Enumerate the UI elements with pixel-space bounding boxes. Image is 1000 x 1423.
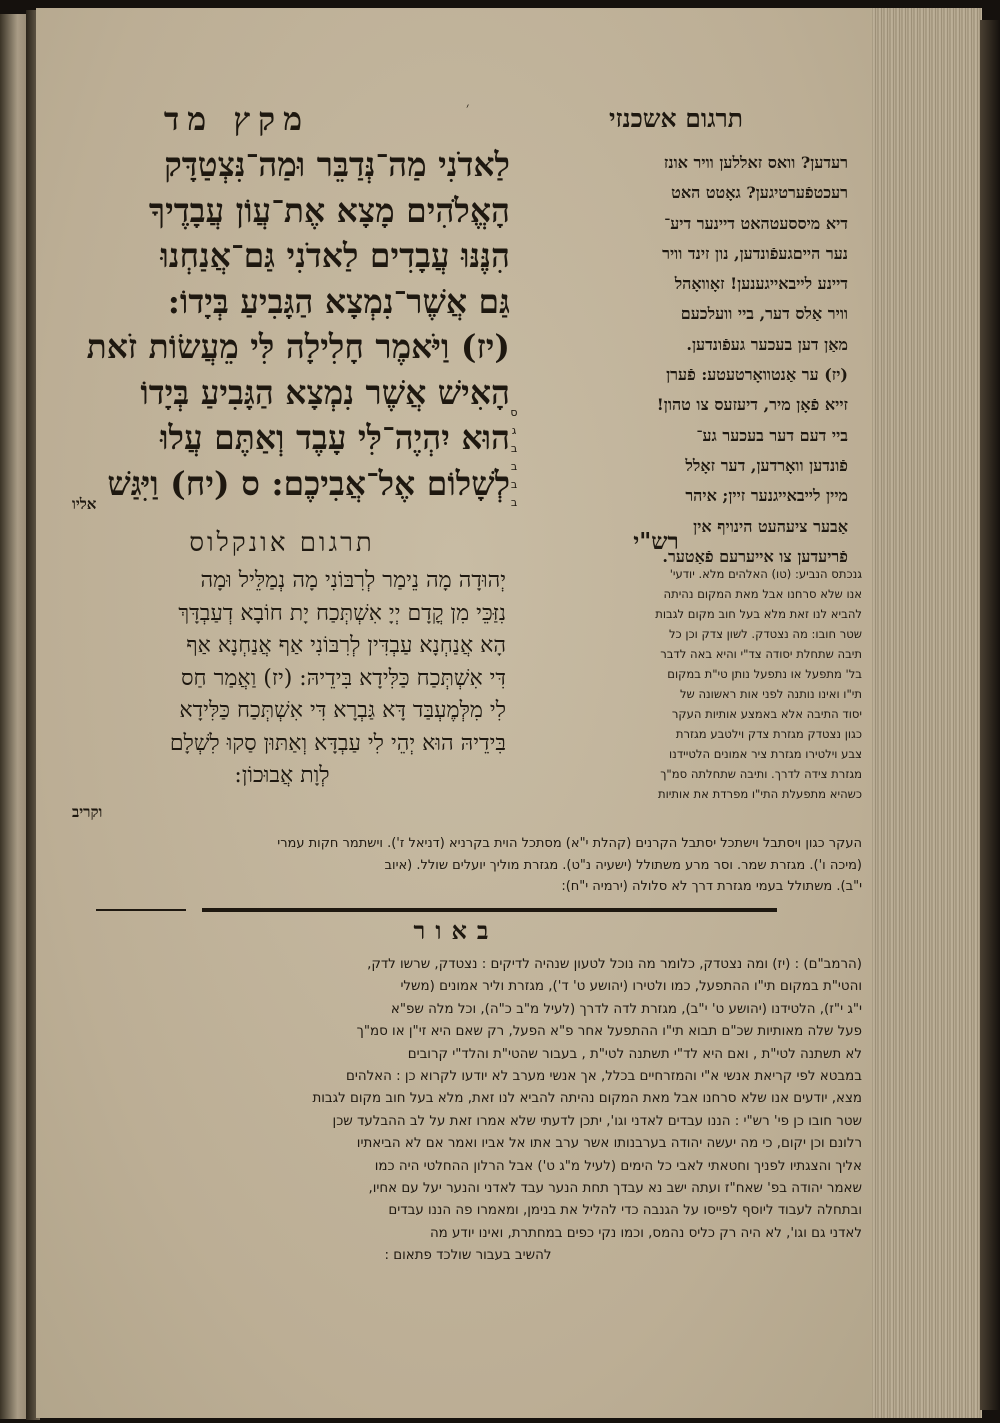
onkelos-line: לְוָת אֲבוּכוֹן: xyxy=(234,763,330,788)
torah-line: לַאדֹנִי מַה־נְּדַבֵּר וּמַה־נִּצְטַדָּק xyxy=(164,145,510,184)
onkelos-line: דִּי אִשְׁתְּכַח כַּלִּידָא בִּידֵיהּ: (יז) וַאֲמַר חַס xyxy=(181,665,506,691)
rashi-line: גנכתס הנביע: (טו) האלהים מלא. יודעי' xyxy=(669,567,862,581)
rashi-title: רש"י xyxy=(633,528,679,555)
book-page xyxy=(36,8,872,1418)
biur-line: מצא, יודעים אנו שלא סרחנו אבל מאת המקום נהיתה להביא לנו זאת, מלא בעל חוב מקום לגבות xyxy=(312,1091,862,1107)
margin-ref: ג xyxy=(511,424,517,437)
yiddish-line: זייא פֿאָן מיר, דיעזעס צו טהון! xyxy=(656,395,848,415)
section-divider-short xyxy=(96,909,186,911)
onkelos-line: לִי מִלְּמֶעְבַּד דָּא גַּבְרָא דִּי אִשְׁתְּכַח כַּלִּידָא xyxy=(179,698,506,723)
yiddish-line: מאַן דען בעכער געפֿונדען. xyxy=(686,334,848,354)
biur-commentary xyxy=(74,954,862,1268)
rashi-line: שטר חובו: מה נצטדק. לשון צדק וכן כל xyxy=(668,627,862,641)
torah-line: לְשָׁלוֹם אֶל־אֲבִיכֶם: ס (יח) וַיִּגַּשׁ xyxy=(107,463,510,503)
catchword-onkelos: וקריב xyxy=(72,803,103,821)
rashi-line: כגון נצטדק מגזרת צדק וילטבע מגזרת xyxy=(675,727,862,741)
onkelos-line: הָא אֲנַחְנָא עַבְדִּין לְרִבּוֹנִי אַף אֲנַחְנָא אַף xyxy=(186,633,506,658)
biur-line: אליך והצגתיו לפניך וחטאתי לאבי כל הימים (לעיל מ"ג ט') אבל הרלון ההחלטי היה כמו xyxy=(374,1158,862,1174)
book-shadow xyxy=(980,20,1000,1410)
running-header-parsha: מקץ מד xyxy=(163,100,311,138)
yiddish-line: אַבער ציעהעט הינויף אין xyxy=(693,516,848,536)
onkelos-line: נִזַּכֵּי מִן קֳדָם יְיָ אִשְׁתְּכַח יָת חוֹבָא דְעַבְדָּךְ xyxy=(178,600,506,626)
margin-ref: ב xyxy=(510,496,518,509)
torah-line: גַּם אֲשֶׁר־נִמְצָא הַגָּבִיעַ בְּיָדוֹ: xyxy=(167,281,510,321)
rashi-line: תיבה שתחלת יסודה צד"י והיא באה לדבר xyxy=(660,647,862,661)
rashi-continuation xyxy=(76,833,862,898)
yiddish-line: דיינע לייבאייגענען! זאָוואָהל xyxy=(674,274,848,294)
biur-line: והטי"ת במקום תי"ו ההתפעל, כמו ולטירו (יהושע ט' ד'), מגזרת וליר אמונים (משלי xyxy=(400,979,862,995)
biur-line: במבטא לפי קריאת אנשי א"י והמזרחיים בכלל, אך אנשי מערב לא יודעו לקרוא כן : האלהים xyxy=(345,1069,862,1085)
yiddish-line: מיין לייבאייגנער זיין; איהר xyxy=(685,486,848,506)
yiddish-line: דיא מיססעטהאט דיינער דיע־ xyxy=(664,213,848,233)
rashi-line: תי"ו ואינו נותנה לפני אות ראשונה של xyxy=(679,687,862,701)
biur-line: שטר חובו כן פי' רש"י : הננו עבדים לאדני וגו', יתכן לדעתי שלא אמרו זאת על לב ההבלעד שכן xyxy=(332,1113,862,1129)
rashi-line: י"ב). משתולל בעמי מגזרת דרך לא סלולה (ירמיה י"ח): xyxy=(561,879,862,894)
rashi-line: העקר כגון ויסתבל וישתכל יסתבל הקרנים (קהלת י"א) מסתכל הוית בקרניא (דניאל ז'). וישתמר חקות עמרי xyxy=(277,836,862,851)
onkelos-line: בִּידֵיהּ הוּא יְהֵי לִי עַבְדָּא וְאַתּוּן סַקוּ לִשְׁלָם xyxy=(169,730,506,756)
header-mark: ׳ xyxy=(466,100,470,116)
biur-line: רלונם וכן יקום, כי מה יעשה יהודה בערבנותו אשר ערב אתו אל אביו ואמר אם לא הביאתיו xyxy=(356,1136,862,1152)
rashi-line: (מיכה ו'). מגזרת שמר. וסר מרע משתולל (ישעיה נ"ט). מגזרת מוליך יועלים שולל. (איוב xyxy=(384,857,862,873)
margin-ref: ב xyxy=(510,478,518,491)
torah-line: הָאֱלֹהִים מָצָא אֶת־עֲוֹן עֲבָדֶיךָ xyxy=(148,190,510,230)
rashi-line: בל' מתפעל או נתפעל נותן טי"ת במקום xyxy=(667,667,862,681)
biur-line: פעל שלה מאותיות שכ"ם תבוא תי"ו ההתפעל אחר פ"א הפעל, רק שאם היא זי"ן או סמ"ך xyxy=(356,1024,862,1040)
yiddish-line: וויר אַלס דער, ביי וועלכעם xyxy=(680,304,848,324)
yiddish-translation xyxy=(524,148,848,572)
section-divider xyxy=(202,908,777,912)
rashi-line: מגזרת צידה לדרך. ותיבה שתחלתה סמ"ך xyxy=(660,767,862,781)
yiddish-line: פֿריעדען צו אייערעם פֿאַטער. xyxy=(662,546,848,566)
running-header-translation: תרגום אשכנזי xyxy=(608,104,744,133)
biur-title: באור xyxy=(413,916,499,945)
torah-line: הוּא יִהְיֶה־לִּי עָבֶד וְאַתֶּם עֲלוּ xyxy=(160,418,510,457)
yiddish-line: רעכטפֿערטיגען? גאָטט האט xyxy=(671,183,848,203)
onkelos-line: יְהוּדָה מָה נֵימַר לְרִבּוֹנִי מָה נְמַלֵּיל וּמָה xyxy=(200,568,506,593)
onkelos-text xyxy=(58,565,506,793)
biur-line: לאדני גם וגו', לא היה רק כליס נהמס, וכמו נקי כפים במחתרת, ואינו יודע מה xyxy=(429,1225,862,1241)
catchword-main: אליו xyxy=(72,495,97,513)
yiddish-line: (יז) ער אַנטוואָרטעטע: פֿערן xyxy=(666,365,848,385)
yiddish-line: ביי דעם דער בעכער גע־ xyxy=(696,425,848,445)
biur-line: ובתחלה לעבוד ליוסף לפייסו על הגנבה כדי להליל את בנימן, ומאמרו פה הננו עבדים xyxy=(388,1203,862,1219)
yiddish-line: נער הייםגעפֿונדען, נון זינד וויר xyxy=(662,243,848,263)
rashi-line: צבע וילטירו מגזרת ציר אמונים הלטיידנו xyxy=(669,747,862,761)
torah-line: (יז) וַיֹּאמֶר חָלִילָה לִּי מֵעֲשׂוֹת זֹאת xyxy=(86,327,510,366)
torah-line: הִנֶּנּוּ עֲבָדִים לַאדֹנִי גַּם־אֲנַחְנוּ xyxy=(160,236,510,275)
yiddish-line: פֿונדען וואָרדען, דער זאָלל xyxy=(685,455,848,475)
torah-line: הָאִישׁ אֲשֶׁר נִמְצָא הַגָּבִיעַ בְּיָדוֹ xyxy=(140,372,510,412)
rashi-line: יסוד התיבה אלא באמצע אותיות העקר xyxy=(671,707,862,721)
biur-line: להשיב בעבור שולכד פתאום : xyxy=(384,1248,552,1264)
biur-line: (הרמב"ם) : (יז) ומה נצטדק, כלומר מה נוכל לטעון שנהיה לדיקים : נצטדק, שרשו לדק, xyxy=(367,957,862,972)
page-stack-edge xyxy=(868,8,982,1418)
biur-line: י"ג י"ז), הלטידנו (יהושע ט' י"ב), מגזרת לדה לדרך (לעיל מ"ב כ"ה), וכל מלה שפ"א xyxy=(390,1001,862,1017)
torah-text xyxy=(58,142,510,506)
margin-ref: ב xyxy=(510,460,518,473)
rashi-line: כשהיא מתפעלת התי"ו מפרדת את אותיות xyxy=(657,787,862,801)
onkelos-title: תרגום אונקלוס xyxy=(189,528,375,558)
biur-line: לא תשתנה לטי"ת , ואם היא לד"י תשתנה לטי"ת , בעבור שהטי"ת והלד"י קרובים xyxy=(407,1046,862,1062)
yiddish-line: רעדען? וואס זאללען וויר אונז xyxy=(663,153,848,172)
rashi-line: להביא לנו זאת מלא בעל חוב מקום לגבות xyxy=(655,607,862,621)
margin-ref: ב xyxy=(510,442,518,455)
margin-references xyxy=(506,404,522,512)
rashi-line: אנו שלא סרחנו אבל מאת המקום נהיתה xyxy=(663,587,862,601)
biur-line: שאמר יהודה בפ' שאח"ז ועתה ישב נא עבדך תחת הנער עבד לאדני והנער יעל עם אחיו, xyxy=(368,1181,862,1197)
rashi-column xyxy=(518,564,862,804)
margin-ref: ס xyxy=(510,406,518,419)
